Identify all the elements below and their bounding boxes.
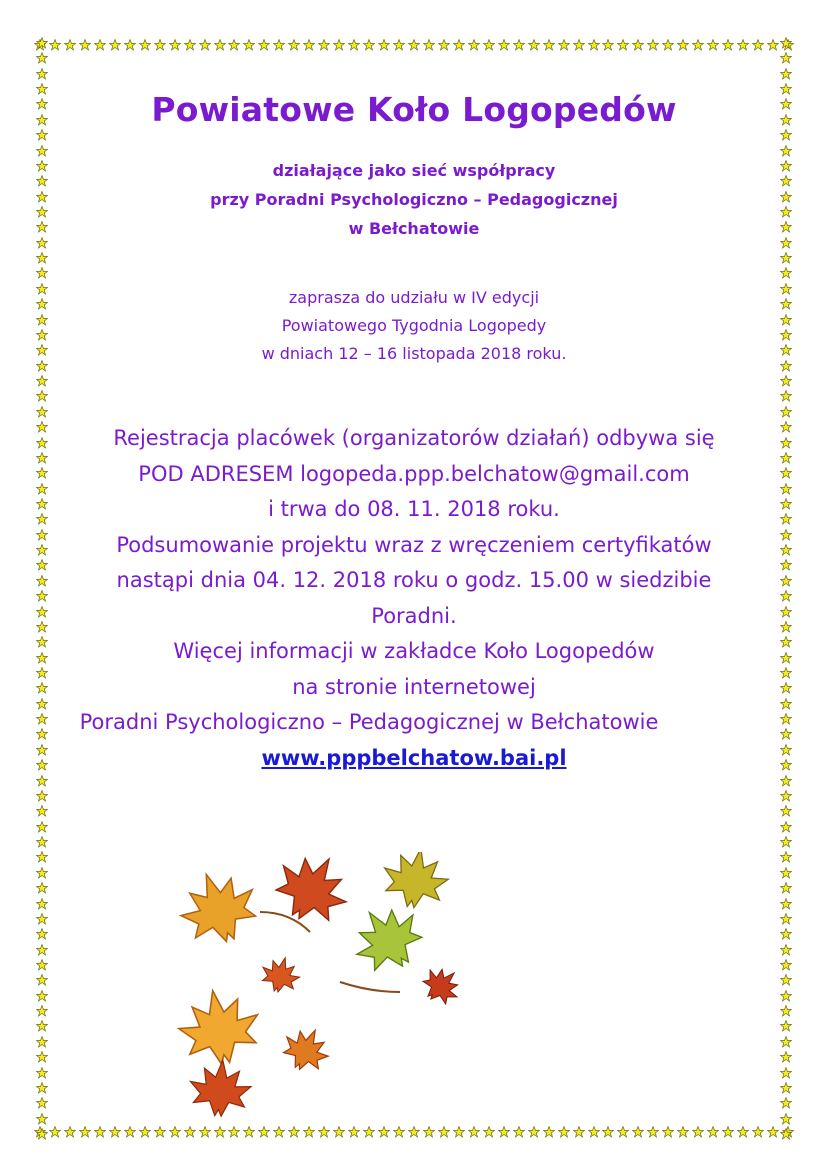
star-icon xyxy=(780,679,792,691)
details-block xyxy=(52,421,776,776)
star-icon xyxy=(64,36,76,48)
star-icon xyxy=(780,756,792,768)
star-icon xyxy=(573,36,585,48)
star-icon xyxy=(438,36,450,48)
star-icon xyxy=(36,910,48,922)
star-icon xyxy=(677,1123,689,1135)
more-info-line-3: Poradni Psychologiczno – Pedagogicznej w Bełchatowie xyxy=(79,710,659,734)
star-icon xyxy=(780,203,792,215)
star-icon xyxy=(780,188,792,200)
star-icon xyxy=(780,618,792,630)
star-icon xyxy=(36,495,48,507)
star-icon xyxy=(36,249,48,261)
star-icon xyxy=(647,36,659,48)
star-icon xyxy=(36,172,48,184)
organization-line-3: w Bełchatowie xyxy=(348,219,480,238)
star-icon xyxy=(94,1123,106,1135)
star-icon xyxy=(780,895,792,907)
star-icon xyxy=(36,434,48,446)
star-icon xyxy=(780,649,792,661)
star-icon xyxy=(780,1094,792,1106)
star-icon xyxy=(780,295,792,307)
star-icon xyxy=(780,556,792,568)
star-icon xyxy=(647,1123,659,1135)
star-icon xyxy=(752,36,764,48)
star-icon xyxy=(677,36,689,48)
star-icon xyxy=(617,1123,629,1135)
star-icon xyxy=(36,1048,48,1060)
star-icon xyxy=(184,36,196,48)
star-icon xyxy=(49,36,61,48)
star-icon xyxy=(780,357,792,369)
star-icon xyxy=(36,987,48,999)
star-icon xyxy=(722,36,734,48)
star-icon xyxy=(780,1033,792,1045)
star-icon xyxy=(588,36,600,48)
star-icon xyxy=(36,848,48,860)
star-icon xyxy=(79,36,91,48)
registration-deadline-line: i trwa do 08. 11. 2018 roku. xyxy=(268,497,560,521)
star-icon xyxy=(780,157,792,169)
star-icon xyxy=(36,818,48,830)
star-icon xyxy=(780,341,792,353)
star-icon xyxy=(722,1123,734,1135)
star-icon xyxy=(780,326,792,338)
star-icon xyxy=(36,756,48,768)
star-icon xyxy=(780,1064,792,1076)
star-icon xyxy=(780,1125,792,1137)
star-icon xyxy=(64,1123,76,1135)
poster xyxy=(52,52,776,1120)
star-icon xyxy=(780,372,792,384)
more-info-line-2: na stronie internetowej xyxy=(292,674,536,699)
star-icon xyxy=(94,36,106,48)
star-icon xyxy=(36,679,48,691)
star-icon xyxy=(632,36,644,48)
star-icon xyxy=(36,218,48,230)
registration-line: Rejestracja placówek (organizatorów działań) odbywa się xyxy=(113,426,715,450)
star-icon xyxy=(780,172,792,184)
star-icon xyxy=(780,910,792,922)
star-icon xyxy=(36,480,48,492)
star-icon xyxy=(36,1094,48,1106)
star-icon xyxy=(154,36,166,48)
star-icon xyxy=(36,80,48,92)
star-icon xyxy=(36,526,48,538)
star-icon xyxy=(780,111,792,123)
star-icon xyxy=(780,434,792,446)
star-icon xyxy=(780,80,792,92)
star-icon xyxy=(780,603,792,615)
star-icon xyxy=(498,36,510,48)
star-icon xyxy=(139,36,151,48)
star-icon xyxy=(513,36,525,48)
star-icon xyxy=(543,36,555,48)
star-icon xyxy=(780,418,792,430)
star-icon xyxy=(662,36,674,48)
star-icon xyxy=(258,36,270,48)
star-icon xyxy=(780,710,792,722)
star-icon xyxy=(79,1123,91,1135)
star-icon xyxy=(692,36,704,48)
star-icon xyxy=(36,971,48,983)
star-icon xyxy=(393,36,405,48)
star-icon xyxy=(36,234,48,246)
star-icon xyxy=(36,65,48,77)
invitation-line-2: Powiatowego Tygodnia Logopedy xyxy=(281,316,547,335)
star-icon xyxy=(36,111,48,123)
star-icon xyxy=(36,618,48,630)
star-icon xyxy=(780,725,792,737)
star-icon xyxy=(780,848,792,860)
star-icon xyxy=(780,587,792,599)
star-icon xyxy=(36,510,48,522)
star-icon xyxy=(199,36,211,48)
star-icon xyxy=(109,1123,121,1135)
star-icon xyxy=(36,280,48,292)
star-icon xyxy=(780,541,792,553)
star-icon xyxy=(780,1017,792,1029)
star-icon xyxy=(36,1110,48,1122)
star-icon xyxy=(737,1123,749,1135)
star-icon xyxy=(780,280,792,292)
star-icon xyxy=(36,895,48,907)
star-icon xyxy=(36,603,48,615)
star-icon xyxy=(36,449,48,461)
star-border-right xyxy=(778,34,794,1137)
star-icon xyxy=(303,36,315,48)
star-icon xyxy=(36,633,48,645)
star-icon xyxy=(36,387,48,399)
star-border-left xyxy=(34,34,50,1137)
star-icon xyxy=(752,1123,764,1135)
star-icon xyxy=(288,36,300,48)
registration-email-line: POD ADRESEM logopeda.ppp.belchatow@gmail.com xyxy=(138,461,690,486)
star-icon xyxy=(780,802,792,814)
star-icon xyxy=(36,464,48,476)
star-icon xyxy=(780,95,792,107)
star-icon xyxy=(273,36,285,48)
star-icon xyxy=(36,541,48,553)
star-icon xyxy=(602,36,614,48)
star-icon xyxy=(36,649,48,661)
star-icon xyxy=(36,34,48,46)
star-icon xyxy=(468,36,480,48)
star-icon xyxy=(36,295,48,307)
star-icon xyxy=(36,326,48,338)
star-icon xyxy=(378,36,390,48)
star-icon xyxy=(780,1048,792,1060)
star-icon xyxy=(780,987,792,999)
star-icon xyxy=(49,1123,61,1135)
star-icon xyxy=(483,36,495,48)
star-icon xyxy=(780,664,792,676)
star-icon xyxy=(36,864,48,876)
star-icon xyxy=(36,49,48,61)
star-icon xyxy=(780,480,792,492)
star-icon xyxy=(36,1017,48,1029)
star-icon xyxy=(780,818,792,830)
star-icon xyxy=(169,36,181,48)
star-icon xyxy=(36,925,48,937)
summary-line-1: Podsumowanie projektu wraz z wręczeniem certyfikatów xyxy=(116,532,712,557)
star-icon xyxy=(36,664,48,676)
summary-line-3: Poradni. xyxy=(371,603,457,628)
star-icon xyxy=(780,956,792,968)
star-icon xyxy=(780,449,792,461)
star-icon xyxy=(573,1123,585,1135)
invitation-line-3: w dniach 12 – 16 listopada 2018 roku. xyxy=(261,344,567,363)
star-icon xyxy=(124,1123,136,1135)
star-icon xyxy=(780,879,792,891)
star-icon xyxy=(36,941,48,953)
star-icon xyxy=(36,264,48,276)
star-icon xyxy=(707,36,719,48)
invitation-line-1: zaprasza do udziału w IV edycji xyxy=(288,288,540,307)
organization-line-1: działające jako sieć współpracy xyxy=(272,161,556,180)
star-icon xyxy=(36,1002,48,1014)
star-icon xyxy=(214,36,226,48)
star-icon xyxy=(780,633,792,645)
autumn-leaves-icon xyxy=(140,852,540,1152)
star-icon xyxy=(780,833,792,845)
star-icon xyxy=(36,357,48,369)
star-icon xyxy=(36,787,48,799)
star-icon xyxy=(228,36,240,48)
invitation-block xyxy=(52,284,776,368)
star-icon xyxy=(36,142,48,154)
star-icon xyxy=(333,36,345,48)
star-icon xyxy=(780,526,792,538)
star-icon xyxy=(408,36,420,48)
star-icon xyxy=(780,464,792,476)
star-icon xyxy=(243,36,255,48)
star-icon xyxy=(780,772,792,784)
star-icon xyxy=(36,372,48,384)
star-icon xyxy=(780,941,792,953)
star-icon xyxy=(36,203,48,215)
star-icon xyxy=(780,65,792,77)
star-icon xyxy=(780,1002,792,1014)
star-icon xyxy=(36,418,48,430)
star-icon xyxy=(36,556,48,568)
star-icon xyxy=(780,695,792,707)
star-icon xyxy=(602,1123,614,1135)
star-icon xyxy=(617,36,629,48)
star-icon xyxy=(36,311,48,323)
star-icon xyxy=(780,142,792,154)
star-icon xyxy=(780,249,792,261)
star-icon xyxy=(737,36,749,48)
star-icon xyxy=(109,36,121,48)
organization-line-2: przy Poradni Psychologiczno – Pedagogicznej xyxy=(210,190,618,209)
star-icon xyxy=(780,403,792,415)
star-icon xyxy=(780,864,792,876)
star-icon xyxy=(36,879,48,891)
star-icon xyxy=(36,1033,48,1045)
star-icon xyxy=(780,34,792,46)
star-icon xyxy=(780,49,792,61)
star-icon xyxy=(363,36,375,48)
star-icon xyxy=(780,510,792,522)
star-icon xyxy=(36,1064,48,1076)
star-icon xyxy=(558,36,570,48)
star-icon xyxy=(36,341,48,353)
summary-line-2: nastąpi dnia 04. 12. 2018 roku o godz. 15.00 w siedzibie xyxy=(116,568,712,592)
star-border-top xyxy=(34,34,794,50)
star-icon xyxy=(423,36,435,48)
star-icon xyxy=(632,1123,644,1135)
star-icon xyxy=(36,126,48,138)
page-title: Powiatowe Koło Logopedów xyxy=(151,90,677,129)
star-icon xyxy=(780,925,792,937)
star-icon xyxy=(780,126,792,138)
star-icon xyxy=(36,157,48,169)
star-icon xyxy=(36,802,48,814)
star-icon xyxy=(36,1125,48,1137)
star-icon xyxy=(780,311,792,323)
star-icon xyxy=(707,1123,719,1135)
star-icon xyxy=(36,95,48,107)
star-icon xyxy=(780,1110,792,1122)
star-icon xyxy=(318,36,330,48)
star-icon xyxy=(780,971,792,983)
star-icon xyxy=(588,1123,600,1135)
star-icon xyxy=(780,495,792,507)
star-icon xyxy=(780,787,792,799)
star-icon xyxy=(780,741,792,753)
star-icon xyxy=(36,188,48,200)
star-icon xyxy=(36,833,48,845)
star-icon xyxy=(543,1123,555,1135)
star-icon xyxy=(453,36,465,48)
star-icon xyxy=(124,36,136,48)
star-icon xyxy=(36,741,48,753)
star-icon xyxy=(780,234,792,246)
star-icon xyxy=(780,387,792,399)
star-icon xyxy=(692,1123,704,1135)
star-icon xyxy=(528,36,540,48)
star-icon xyxy=(662,1123,674,1135)
star-icon xyxy=(780,264,792,276)
star-icon xyxy=(36,403,48,415)
star-icon xyxy=(36,956,48,968)
star-icon xyxy=(780,218,792,230)
star-icon xyxy=(780,1079,792,1091)
star-icon xyxy=(36,587,48,599)
star-icon xyxy=(780,572,792,584)
star-icon xyxy=(36,1079,48,1091)
star-icon xyxy=(558,1123,570,1135)
more-info-line-1: Więcej informacji w zakładce Koło Logopedów xyxy=(173,639,655,663)
star-icon xyxy=(348,36,360,48)
star-icon xyxy=(36,772,48,784)
star-icon xyxy=(36,572,48,584)
organization-block xyxy=(52,156,776,243)
website-link[interactable]: www.pppbelchatow.bai.pl xyxy=(261,745,567,770)
